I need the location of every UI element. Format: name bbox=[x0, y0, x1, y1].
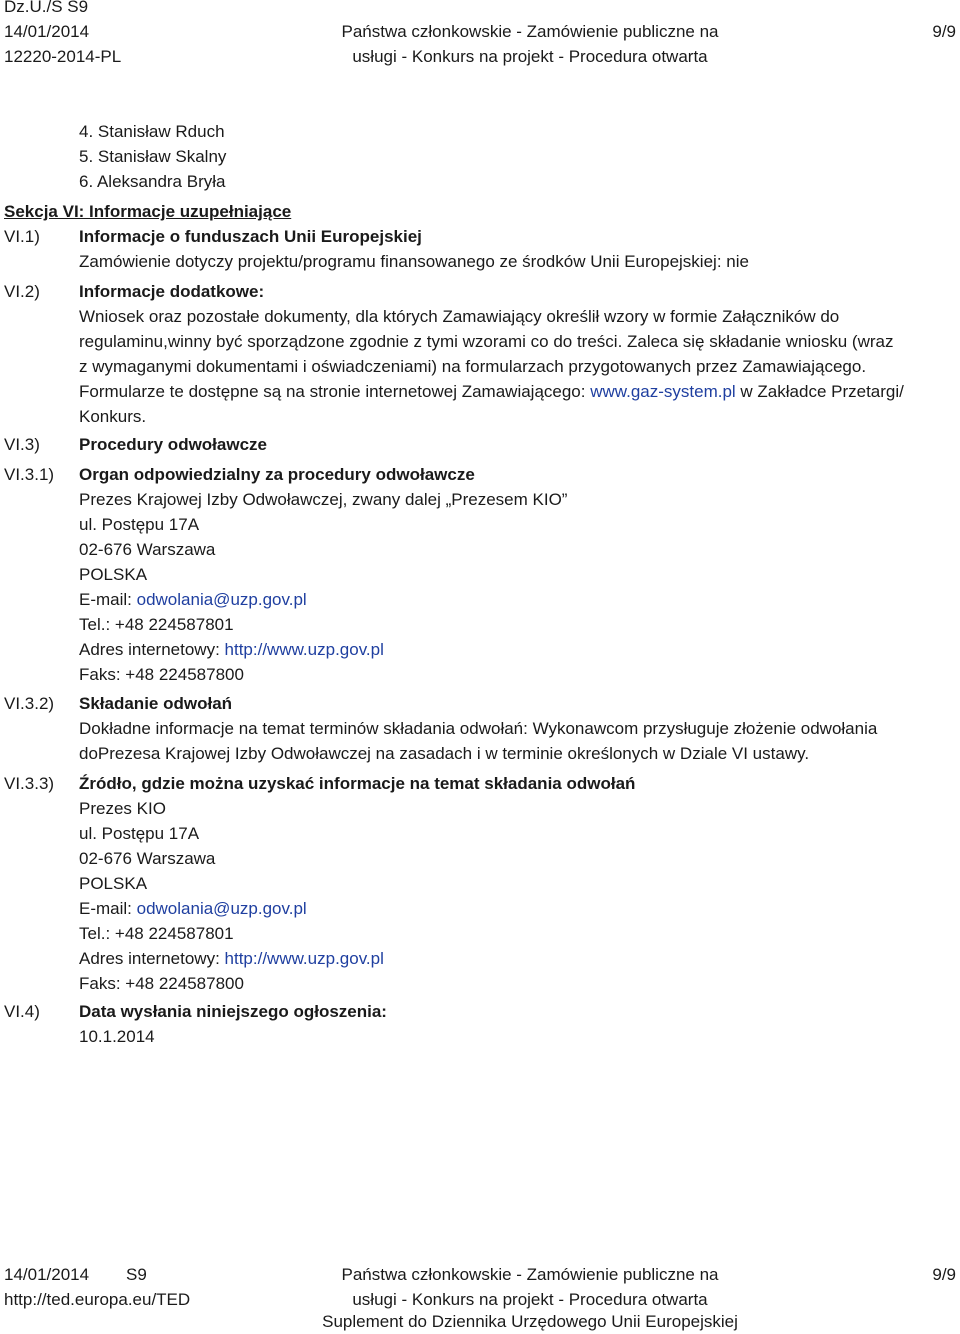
list-item: 4. Stanisław Rduch bbox=[79, 122, 225, 141]
website-link[interactable]: http://www.uzp.gov.pl bbox=[224, 640, 384, 659]
address-city: 02-676 Warszawa bbox=[79, 540, 216, 559]
section-number-vi32: VI.3.2) bbox=[4, 694, 55, 713]
section-number-vi3: VI.3) bbox=[4, 435, 40, 454]
fax-row: Faks: +48 224587800 bbox=[79, 974, 244, 993]
email-label: E-mail: bbox=[79, 899, 137, 918]
email-label: E-mail: bbox=[79, 590, 137, 609]
section-text: Zamówienie dotyczy projektu/programu finansowanego ze środków Unii Europejskiej: nie bbox=[79, 252, 749, 271]
section-vi32 bbox=[79, 691, 951, 766]
section-text: Wniosek oraz pozostałe dokumenty, dla których Zamawiający określił wzory w formie Załączników do bbox=[79, 307, 840, 326]
section-text: z wymaganymi dokumentami i oświadczeniami) na formularzach przygotowanych przez Zamawiającego. bbox=[79, 357, 867, 376]
address-street: ul. Postępu 17A bbox=[79, 824, 200, 843]
email-link[interactable]: odwolania@uzp.gov.pl bbox=[136, 590, 307, 609]
section-vi31 bbox=[79, 462, 951, 687]
section-vi1 bbox=[79, 224, 951, 274]
section-vi2 bbox=[79, 279, 951, 429]
gaz-system-link[interactable]: www.gaz-system.pl bbox=[590, 382, 736, 401]
text-span: w Zakładce Przetargi/ bbox=[735, 382, 904, 401]
section-heading: Organ odpowiedzialny za procedury odwoławcze bbox=[79, 465, 475, 484]
section-text: Konkurs. bbox=[79, 407, 147, 426]
section-text: Dokładne informacje na temat terminów składania odwołań: Wykonawcom przysługuje złożenie odwołania bbox=[79, 719, 878, 738]
email-row bbox=[79, 896, 951, 921]
section-heading: Źródło, gdzie można uzyskać informacje na temat składania odwołań bbox=[79, 774, 636, 793]
address-country: POLSKA bbox=[79, 874, 148, 893]
section-vi3 bbox=[79, 432, 951, 457]
section-number-vi2: VI.2) bbox=[4, 282, 40, 301]
section-text: doPrezesa Krajowej Izby Odwoławczej na zasadach i w terminie określonych w Dziale VI ustawy. bbox=[79, 744, 810, 763]
section-heading: Procedury odwoławcze bbox=[79, 435, 267, 454]
header-journal: Dz.U./S S9 bbox=[4, 0, 89, 16]
footer-title-line2: usługi - Konkurs na projekt - Procedura otwarta bbox=[352, 1290, 708, 1309]
fax-row: Faks: +48 224587800 bbox=[79, 665, 244, 684]
section-heading: Informacje dodatkowe: bbox=[79, 282, 265, 301]
section-vi33 bbox=[79, 771, 951, 996]
header-notice-number: 12220-2014-PL bbox=[4, 47, 122, 66]
text-span: Formularze te dostępne są na stronie internetowej Zamawiającego: bbox=[79, 382, 591, 401]
footer-title-line1: Państwa członkowskie - Zamówienie publiczne na bbox=[341, 1265, 719, 1284]
website-row bbox=[79, 637, 951, 662]
website-link[interactable]: http://www.uzp.gov.pl bbox=[224, 949, 384, 968]
list-item: 6. Aleksandra Bryła bbox=[79, 172, 226, 191]
phone-row: Tel.: +48 224587801 bbox=[79, 615, 234, 634]
website-label: Adres internetowy: bbox=[79, 640, 225, 659]
footer-title-line3: Suplement do Dziennika Urzędowego Unii Europejskiej bbox=[322, 1312, 738, 1331]
email-row bbox=[79, 587, 951, 612]
footer-date: 14/01/2014 bbox=[4, 1265, 90, 1284]
header-date: 14/01/2014 bbox=[4, 22, 90, 41]
address-street: ul. Postępu 17A bbox=[79, 515, 200, 534]
section-number-vi4: VI.4) bbox=[4, 1002, 40, 1021]
section-heading: Data wysłania niniejszego ogłoszenia: bbox=[79, 1002, 387, 1021]
section-title: Sekcja VI: Informacje uzupełniające bbox=[4, 202, 292, 221]
email-link[interactable]: odwolania@uzp.gov.pl bbox=[136, 899, 307, 918]
section-heading: Informacje o funduszach Unii Europejskiej bbox=[79, 227, 422, 246]
section-text: regulaminu,winny być sporządzone zgodnie z tymi wzorami co do treści. Zaleca się składanie wniosku (wraz bbox=[79, 332, 894, 351]
header-title-line1: Państwa członkowskie - Zamówienie publiczne na bbox=[341, 22, 719, 41]
list-item: 5. Stanisław Skalny bbox=[79, 147, 227, 166]
address-country: POLSKA bbox=[79, 565, 148, 584]
footer-url: http://ted.europa.eu/TED bbox=[4, 1290, 191, 1309]
section-heading: Składanie odwołań bbox=[79, 694, 233, 713]
header-page-number: 9/9 bbox=[932, 22, 956, 41]
section-text bbox=[79, 379, 951, 404]
section-number-vi33: VI.3.3) bbox=[4, 774, 55, 793]
dispatch-date: 10.1.2014 bbox=[79, 1027, 155, 1046]
website-row bbox=[79, 946, 951, 971]
footer-page-number: 9/9 bbox=[932, 1265, 956, 1284]
phone-row: Tel.: +48 224587801 bbox=[79, 924, 234, 943]
section-vi4 bbox=[79, 999, 951, 1049]
section-number-vi31: VI.3.1) bbox=[4, 465, 55, 484]
section-number-vi1: VI.1) bbox=[4, 227, 40, 246]
website-label: Adres internetowy: bbox=[79, 949, 225, 968]
footer-series: S9 bbox=[126, 1265, 147, 1284]
body-name: Prezes Krajowej Izby Odwoławczej, zwany dalej „Prezesem KIO” bbox=[79, 490, 568, 509]
address-city: 02-676 Warszawa bbox=[79, 849, 216, 868]
header-title-line2: usługi - Konkurs na projekt - Procedura otwarta bbox=[352, 47, 708, 66]
body-name: Prezes KIO bbox=[79, 799, 166, 818]
